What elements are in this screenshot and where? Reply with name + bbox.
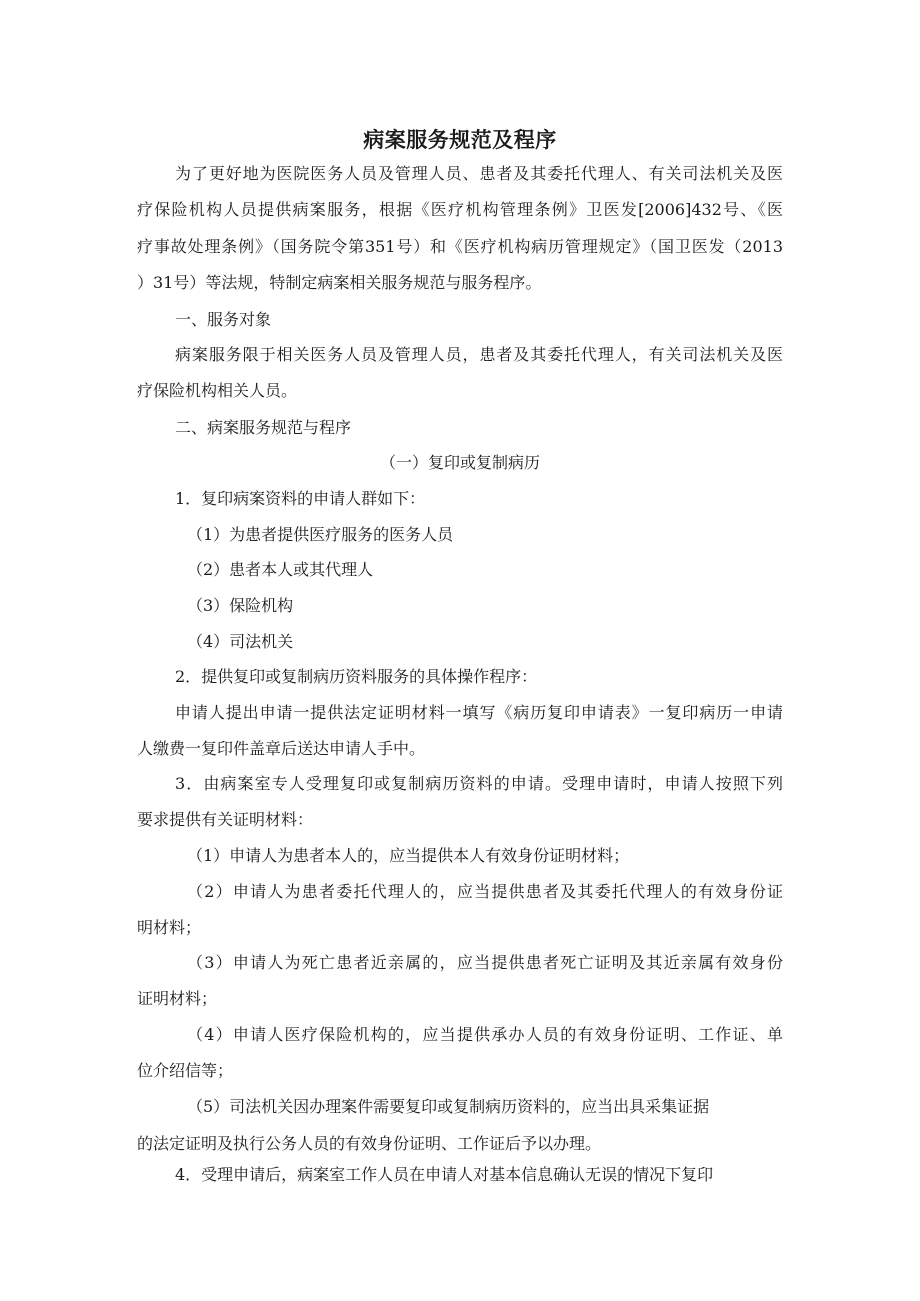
item-3-line-2: 要求提供有关证明材料： (137, 810, 314, 829)
document-title: 病案服务规范及程序 (363, 128, 557, 152)
item-1-sub-2: （2）患者本人或其代理人 (187, 560, 374, 579)
item-3-sub-2-line-2: 明材料； (137, 918, 202, 937)
scope-line-2: 疗保险机构相关人员。 (137, 381, 298, 400)
item-2: 2．提供复印或复制病历资料服务的具体操作程序： (175, 667, 538, 686)
item-3-sub-4-line-2: 位介绍信等； (137, 1061, 234, 1080)
item-2-line-1: 申请人提出申请一提供法定证明材料一填写《病历复印申请表》一复印病历一申请 (175, 703, 783, 722)
item-4-line-1: 4．受理申请后，病案室工作人员在申请人对基本信息确认无误的情况下复印 (175, 1165, 714, 1184)
item-3-sub-3-line-2: 证明材料； (137, 989, 218, 1008)
item-3-sub-4-line-1: （4）申请人医疗保险机构的，应当提供承办人员的有效身份证明、工作证、单 (187, 1025, 783, 1044)
subsection-heading: （一）复印或复制病历 (379, 453, 540, 472)
item-1: 1．复印病案资料的申请人群如下： (175, 489, 426, 508)
intro-line-3: 疗事故处理条例》（国务院令第351号）和《医疗机构病历管理规定》（国卫医发（2013 (137, 237, 783, 256)
item-3-sub-1: （1）申请人为患者本人的，应当提供本人有效身份证明材料； (187, 846, 630, 865)
item-3-line-1: 3．由病案室专人受理复印或复制病历资料的申请。受理申请时，申请人按照下列 (175, 774, 783, 793)
item-1-sub-4: （4）司法机关 (187, 632, 294, 651)
item-2-line-2: 人缴费一复印件盖章后送达申请人手中。 (137, 739, 426, 758)
item-3-sub-2-line-1: （2）申请人为患者委托代理人的，应当提供患者及其委托代理人的有效身份证 (187, 882, 783, 901)
section-heading-1: 一、服务对象 (175, 310, 272, 329)
item-3-sub-3-line-1: （3）申请人为死亡患者近亲属的，应当提供患者死亡证明及其近亲属有效身份 (187, 953, 783, 972)
scope-line-1: 病案服务限于相关医务人员及管理人员，患者及其委托代理人，有关司法机关及医 (175, 345, 783, 364)
item-3-sub-5-line-2: 的法定证明及执行公务人员的有效身份证明、工作证后予以办理。 (137, 1134, 602, 1153)
intro-line-4: ）31号）等法规，特制定病案相关服务规范与服务程序。 (137, 273, 542, 292)
item-3-sub-5-line-1: （5）司法机关因办理案件需要复印或复制病历资料的，应当出具采集证据 (187, 1097, 710, 1116)
section-heading-2: 二、病案服务规范与程序 (175, 418, 352, 437)
intro-line-2: 疗保险机构人员提供病案服务，根据《医疗机构管理条例》卫医发[2006]432号、《医 (137, 200, 783, 219)
intro-line-1: 为了更好地为医院医务人员及管理人员、患者及其委托代理人、有关司法机关及医 (175, 164, 783, 183)
item-1-sub-3: （3）保险机构 (187, 596, 294, 615)
item-1-sub-1: （1）为患者提供医疗服务的医务人员 (187, 525, 454, 544)
